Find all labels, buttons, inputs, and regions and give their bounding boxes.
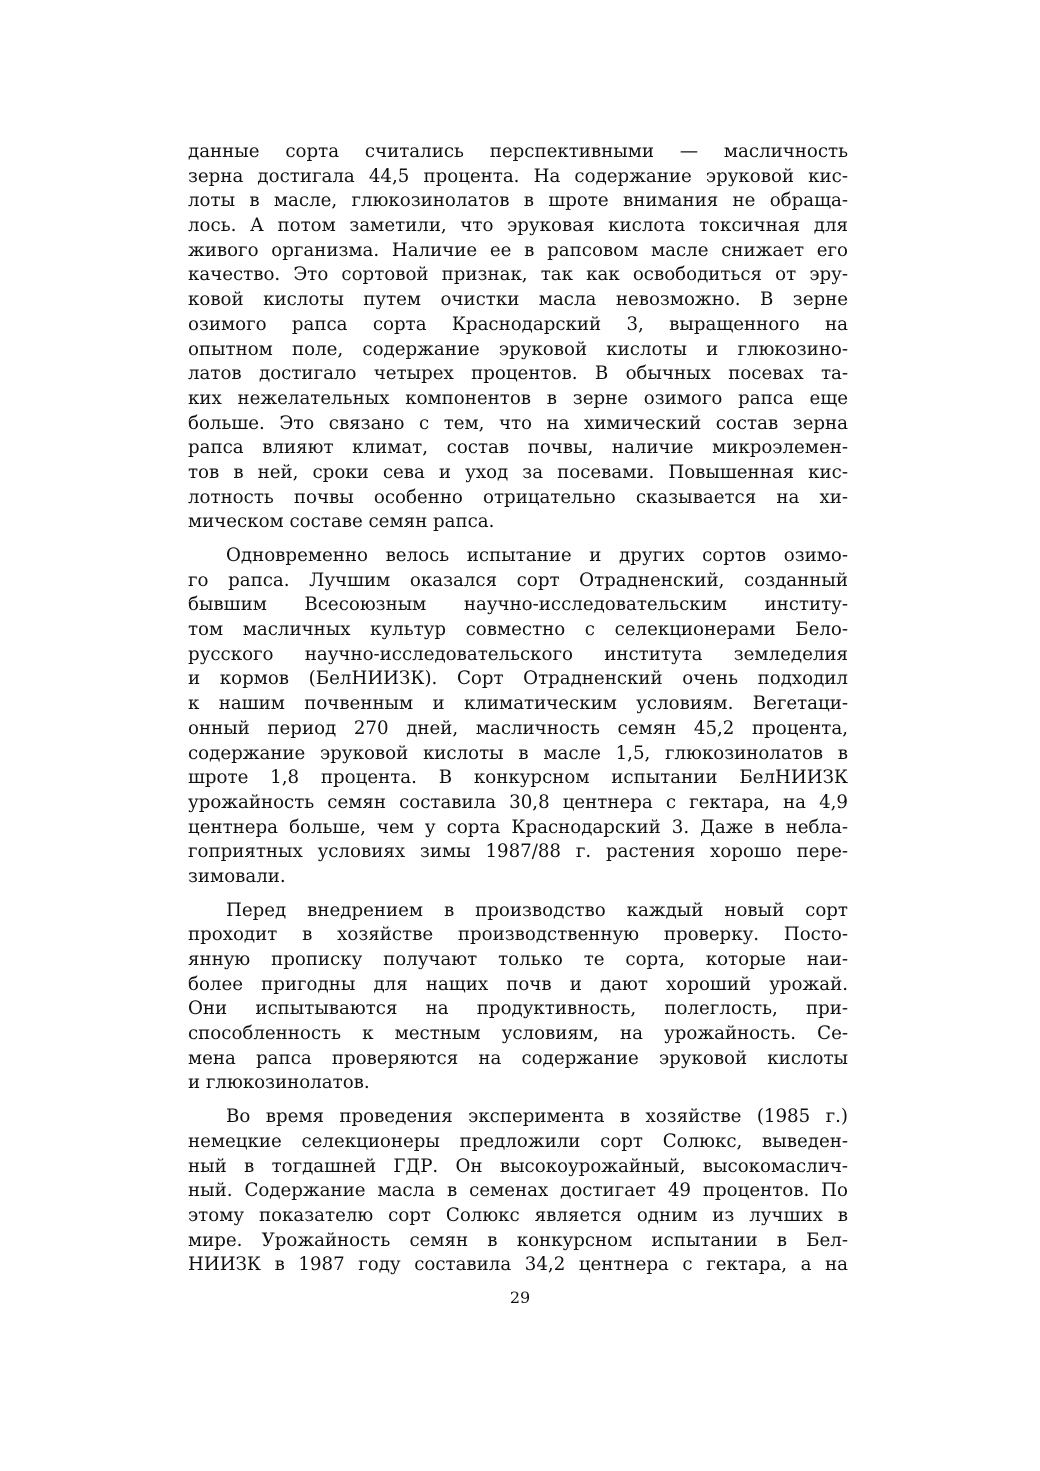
text-line: ких нежелательных компонентов в зерне озимого рапса еще — [188, 387, 848, 409]
text-line: лось. А потом заметили, что эруковая кислота токсичная для — [188, 215, 848, 237]
text-line: мире. Урожайность семян в конкурсном испытании в Бел- — [188, 1229, 848, 1251]
text-line: Они испытываются на продуктивность, полеглость, при- — [188, 998, 848, 1020]
text-line: латов достигало четырех процентов. В обычных посевах та- — [188, 363, 848, 385]
text-line: озимого рапса сорта Краснодарский 3, выращенного на — [188, 313, 848, 335]
text-line: урожайность семян составила 30,8 центнера с гектара, на 4,9 — [188, 791, 848, 813]
text-line: немецкие селекционеры предложили сорт Солюкс, выведен- — [188, 1130, 848, 1152]
text-line: и кормов (БелНИИЗК). Сорт Отрадненский очень подходил — [188, 668, 848, 690]
page-number: 29 — [509, 1288, 531, 1307]
text-line: живого организма. Наличие ее в рапсовом масле снижает его — [188, 239, 848, 261]
text-line: зерна достигала 44,5 процента. На содержание эруковой кис- — [188, 165, 848, 187]
text-line: лоты в масле, глюкозинолатов в шроте внимания не обраща- — [188, 190, 848, 212]
paragraph — [188, 1105, 848, 1278]
text-line: рапса влияют климат, состав почвы, наличие микроэлемен- — [188, 437, 848, 459]
text-line: НИИЗК в 1987 году составила 34,2 центнера с гектара, а на — [188, 1254, 848, 1276]
text-line: к нашим почвенным и климатическим условиям. Вегетаци- — [188, 693, 848, 715]
text-line: этому показателю сорт Солюкс является одним из лучших в — [188, 1204, 848, 1226]
text-line: содержание эруковой кислоты в масле 1,5, глюкозинолатов в — [188, 742, 848, 764]
text-line: тов в ней, сроки сева и уход за посевами. Повышенная кис- — [188, 461, 848, 483]
text-line: проходит в хозяйстве производственную проверку. Посто- — [188, 924, 848, 946]
text-line: опытном поле, содержание эруковой кислоты и глюкозино- — [188, 338, 848, 360]
text-line: русского научно-исследовательского института земледелия — [188, 643, 848, 665]
text-line: Перед внедрением в производство каждый новый сорт — [226, 899, 848, 921]
text-line: том масличных культур совместно с селекционерами Бело- — [188, 619, 848, 641]
text-line: качество. Это сортовой признак, так как освободиться от эру- — [188, 264, 848, 286]
paragraph — [188, 140, 848, 535]
text-line: го рапса. Лучшим оказался сорт Отрадненский, созданный — [188, 569, 848, 591]
text-line: больше. Это связано с тем, что на химический состав зерна — [188, 412, 848, 434]
paragraph — [188, 544, 848, 890]
text-line: Одновременно велось испытание и других сортов озимо- — [226, 545, 848, 566]
text-line: шроте 1,8 процента. В конкурсном испытании БелНИИЗК — [188, 767, 848, 789]
text-line: и глюкозинолатов. — [188, 1072, 370, 1094]
text-line: более пригодны для нащих почв и дают хороший урожай. — [188, 973, 848, 995]
text-line: ковой кислоты путем очистки масла невозможно. В зерне — [188, 289, 848, 311]
text-line: ный в тогдашней ГДР. Он высокоурожайный, высокомаслич- — [188, 1155, 848, 1177]
text-line: центнера больше, чем у сорта Краснодарский 3. Даже в небла- — [188, 816, 848, 838]
text-line: гоприятных условиях зимы 1987/88 г. растения хорошо пере- — [188, 841, 848, 863]
text-line: способленность к местным условиям, на урожайность. Се- — [188, 1023, 848, 1045]
text-line: мическом составе семян рапса. — [188, 511, 495, 533]
page-body — [188, 140, 848, 1287]
text-line: мена рапса проверяются на содержание эруковой кислоты — [188, 1047, 848, 1069]
text-line: зимовали. — [188, 865, 286, 887]
text-line: Во время проведения эксперимента в хозяйстве (1985 г.) — [226, 1106, 848, 1128]
text-line: бывшим Всесоюзным научно-исследовательским институ- — [188, 594, 848, 616]
text-line: лотность почвы особенно отрицательно сказывается на хи- — [188, 486, 848, 508]
paragraph — [188, 899, 848, 1097]
text-line: ный. Содержание масла в семенах достигает 49 процентов. По — [188, 1180, 848, 1202]
text-line: данные сорта считались перспективными — масличность — [188, 141, 848, 162]
text-line: онный период 270 дней, масличность семян 45,2 процента, — [188, 717, 848, 739]
text-line: янную прописку получают только те сорта, которые наи- — [188, 949, 848, 970]
